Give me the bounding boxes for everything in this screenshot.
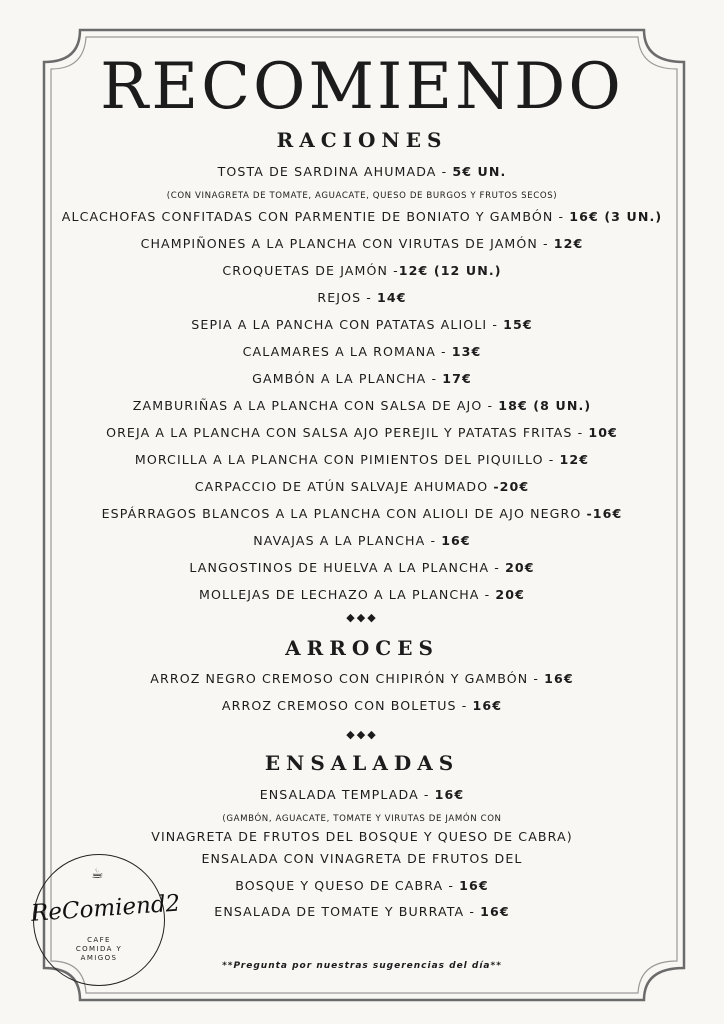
logo-line-cafe: CAFE xyxy=(87,936,111,944)
menu-item-name: SEPIA A LA PANCHA CON PATATAS ALIOLI - xyxy=(191,317,504,332)
menu-item-price: 16€ (3 UN.) xyxy=(569,209,663,224)
menu-item-price: 12€ xyxy=(559,452,590,467)
divider-diamonds: ◆◆◆ xyxy=(346,728,378,741)
menu-item-name: TOSTA DE SARDINA AHUMADA - xyxy=(217,164,453,179)
menu-item-name: ENSALADA CON VINAGRETA DE FRUTOS DEL xyxy=(201,851,523,866)
menu-item-name: ARROZ CREMOSO CON BOLETUS - xyxy=(221,698,473,713)
menu-item-price: 12€ (12 UN.) xyxy=(398,263,502,278)
menu-item-name: (GAMBÓN, AGUACATE, TOMATE Y VIRUTAS DE JAMÓN CON xyxy=(222,814,502,824)
menu-item-name: REJOS - xyxy=(317,290,378,305)
menu-item-name: LANGOSTINOS DE HUELVA A LA PLANCHA - xyxy=(189,560,506,575)
menu-item-name: CHAMPIÑONES A LA PLANCHA CON VIRUTAS DE JAMÓN - xyxy=(140,236,554,251)
menu-title: RECOMIENDO xyxy=(100,50,624,124)
menu-item-price: 5€ UN. xyxy=(452,164,507,179)
section-heading-arroces: ARROCES xyxy=(285,636,439,660)
section-heading-ensaladas: ENSALADAS xyxy=(264,751,460,775)
menu-item-price: -16€ xyxy=(586,506,623,521)
menu-item-name: MOLLEJAS DE LECHAZO A LA PLANCHA - xyxy=(199,587,496,602)
menu-item-price: 20€ xyxy=(505,560,535,575)
menu-item xyxy=(0,698,724,714)
menu-item-price: 16€ xyxy=(544,671,574,686)
logo-line-amigos: AMIGOS xyxy=(80,954,118,962)
menu-item xyxy=(0,164,724,180)
menu-item-name: BOSQUE Y QUESO DE CABRA - xyxy=(235,878,460,893)
menu-item xyxy=(0,209,724,225)
menu-item xyxy=(0,506,724,522)
menu-item-price: 16€ xyxy=(459,878,489,893)
menu-item xyxy=(0,479,724,495)
menu-item xyxy=(0,317,724,333)
footer-note: **Pregunta por nuestras sugerencias del día** xyxy=(222,961,502,971)
menu-item-price: 16€ xyxy=(480,904,510,919)
menu-item-price: 20€ xyxy=(495,587,525,602)
menu-item-price: -20€ xyxy=(493,479,530,494)
menu-item-price: 13€ xyxy=(451,344,482,359)
menu-item xyxy=(0,787,724,803)
menu-item xyxy=(0,452,724,468)
menu-item xyxy=(0,263,724,279)
menu-item-price: 15€ xyxy=(503,317,533,332)
menu-item xyxy=(0,236,724,252)
menu-item xyxy=(0,587,724,603)
menu-item xyxy=(0,188,724,204)
menu-item-price: 16€ xyxy=(434,787,465,802)
menu-item-name: ENSALADA TEMPLADA - xyxy=(259,787,435,802)
menu-item xyxy=(0,829,724,845)
menu-item-name: ESPÁRRAGOS BLANCOS A LA PLANCHA CON ALIOLI DE AJO NEGRO xyxy=(101,506,587,521)
menu-item-name: ZAMBURIÑAS A LA PLANCHA CON SALSA DE AJO - xyxy=(132,398,499,413)
menu-item xyxy=(0,290,724,306)
menu-item-name: ARROZ NEGRO CREMOSO CON CHIPIRÓN Y GAMBÓN - xyxy=(150,671,545,686)
menu-item xyxy=(0,425,724,441)
logo-line-comida: COMIDA Y xyxy=(75,945,123,953)
menu-item-name: CALAMARES A LA ROMANA - xyxy=(242,344,452,359)
menu-item xyxy=(0,398,724,414)
menu-item-price: 16€ xyxy=(441,533,471,548)
menu-item-name: OREJA A LA PLANCHA CON SALSA AJO PEREJIL Y PATATAS FRITAS - xyxy=(106,425,589,440)
menu-item-price: 16€ xyxy=(472,698,503,713)
logo-script-text: ReComiend2 xyxy=(30,890,182,927)
menu-item-name: CROQUETAS DE JAMÓN - xyxy=(222,263,399,278)
menu-item-price: 12€ xyxy=(553,236,584,251)
menu-item-name: ENSALADA DE TOMATE Y BURRATA - xyxy=(214,904,481,919)
menu-item xyxy=(0,344,724,360)
menu-item-price: 17€ xyxy=(442,371,472,386)
menu-item-price: 10€ xyxy=(588,425,618,440)
menu-item xyxy=(0,811,724,827)
section-heading-raciones: RACIONES xyxy=(276,128,448,152)
menu-item-price: 14€ xyxy=(377,290,407,305)
coffee-cup-icon: ☕ xyxy=(91,866,104,882)
menu-item-price: 18€ (8 UN.) xyxy=(498,398,592,413)
menu-item-name: (CON VINAGRETA DE TOMATE, AGUACATE, QUESO DE BURGOS Y FRUTOS SECOS) xyxy=(166,191,558,201)
menu-item-name: NAVAJAS A LA PLANCHA - xyxy=(253,533,442,548)
menu-item-name: CARPACCIO DE ATÚN SALVAJE AHUMADO xyxy=(194,479,494,494)
divider-diamonds: ◆◆◆ xyxy=(346,611,378,624)
menu-item-name: MORCILLA A LA PLANCHA CON PIMIENTOS DEL PIQUILLO - xyxy=(134,452,560,467)
menu-item xyxy=(0,560,724,576)
menu-item xyxy=(0,371,724,387)
menu-item-name: GAMBÓN A LA PLANCHA - xyxy=(252,371,443,386)
menu-item-name: ALCACHOFAS CONFITADAS CON PARMENTIE DE BONIATO Y GAMBÓN - xyxy=(61,209,570,224)
menu-item xyxy=(0,533,724,549)
menu-item-name: VINAGRETA DE FRUTOS DEL BOSQUE Y QUESO DE CABRA) xyxy=(151,829,573,844)
menu-item xyxy=(0,671,724,687)
